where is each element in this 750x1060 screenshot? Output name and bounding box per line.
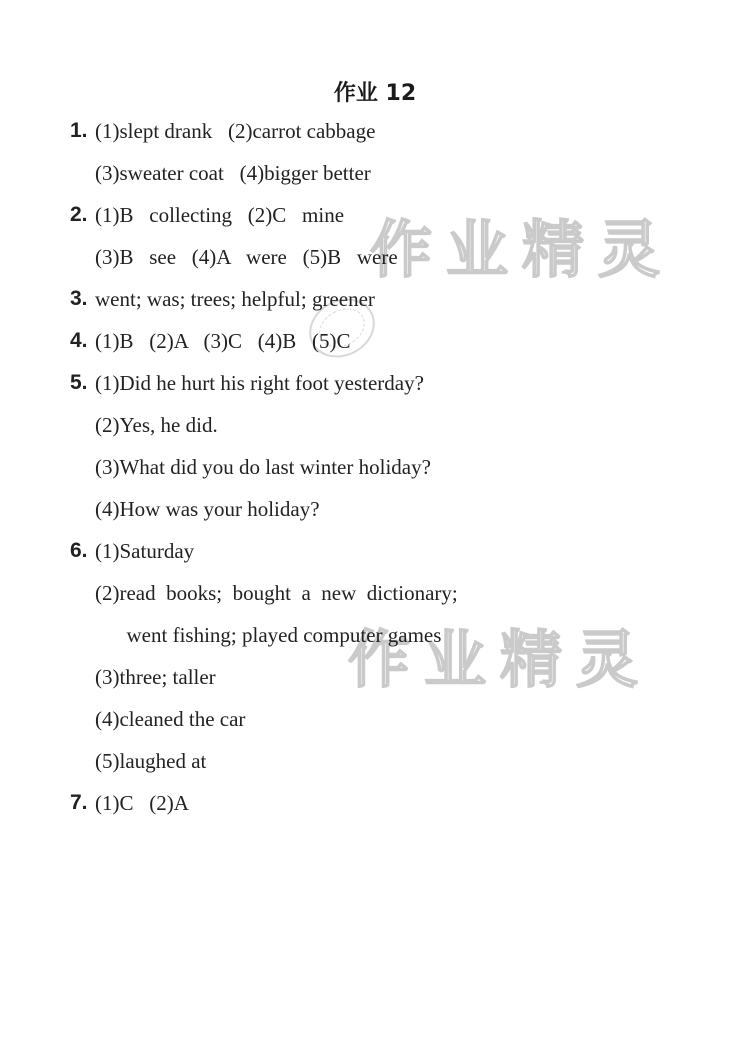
question-number: 6. [70,539,88,562]
answer-line: (1)B collecting (2)C mine [95,203,345,227]
answer-line: (5)laughed at [95,749,207,773]
watermark-upper: 作业精灵 [370,213,675,286]
question-number: 2. [70,203,88,226]
question-number: 5. [70,371,88,394]
question-number: 7. [70,791,88,814]
answer-line: (1)C (2)A [95,791,189,815]
watermark-lower: 作业精灵 [348,623,653,696]
question-number: 3. [70,287,88,310]
answer-line: (4)cleaned the car [95,707,246,731]
page-title: 作业 12 [333,81,417,106]
answer-line: (1)Saturday [95,539,195,563]
answer-line: (1)Did he hurt his right foot yesterday? [95,371,424,395]
answer-line: (2)Yes, he did. [95,413,218,437]
answer-line: (3)three; taller [95,665,216,689]
answer-line: (1)slept drank (2)carrot cabbage [95,119,376,143]
answer-line: (3)What did you do last winter holiday? [95,455,431,479]
question-number: 4. [70,329,88,352]
answer-line: went fishing; played computer games [95,623,442,647]
answer-line: (3)sweater coat (4)bigger better [95,161,371,185]
answer-line: (2)read books; bought a new dictionary; [95,581,458,605]
answer-line: went; was; trees; helpful; greener [95,287,375,311]
question-number: 1. [70,119,88,142]
answer-line: (4)How was your holiday? [95,497,320,521]
answer-line: (1)B (2)A (3)C (4)B (5)C [95,329,351,353]
answer-line: (3)B see (4)A were (5)B were [95,245,398,269]
